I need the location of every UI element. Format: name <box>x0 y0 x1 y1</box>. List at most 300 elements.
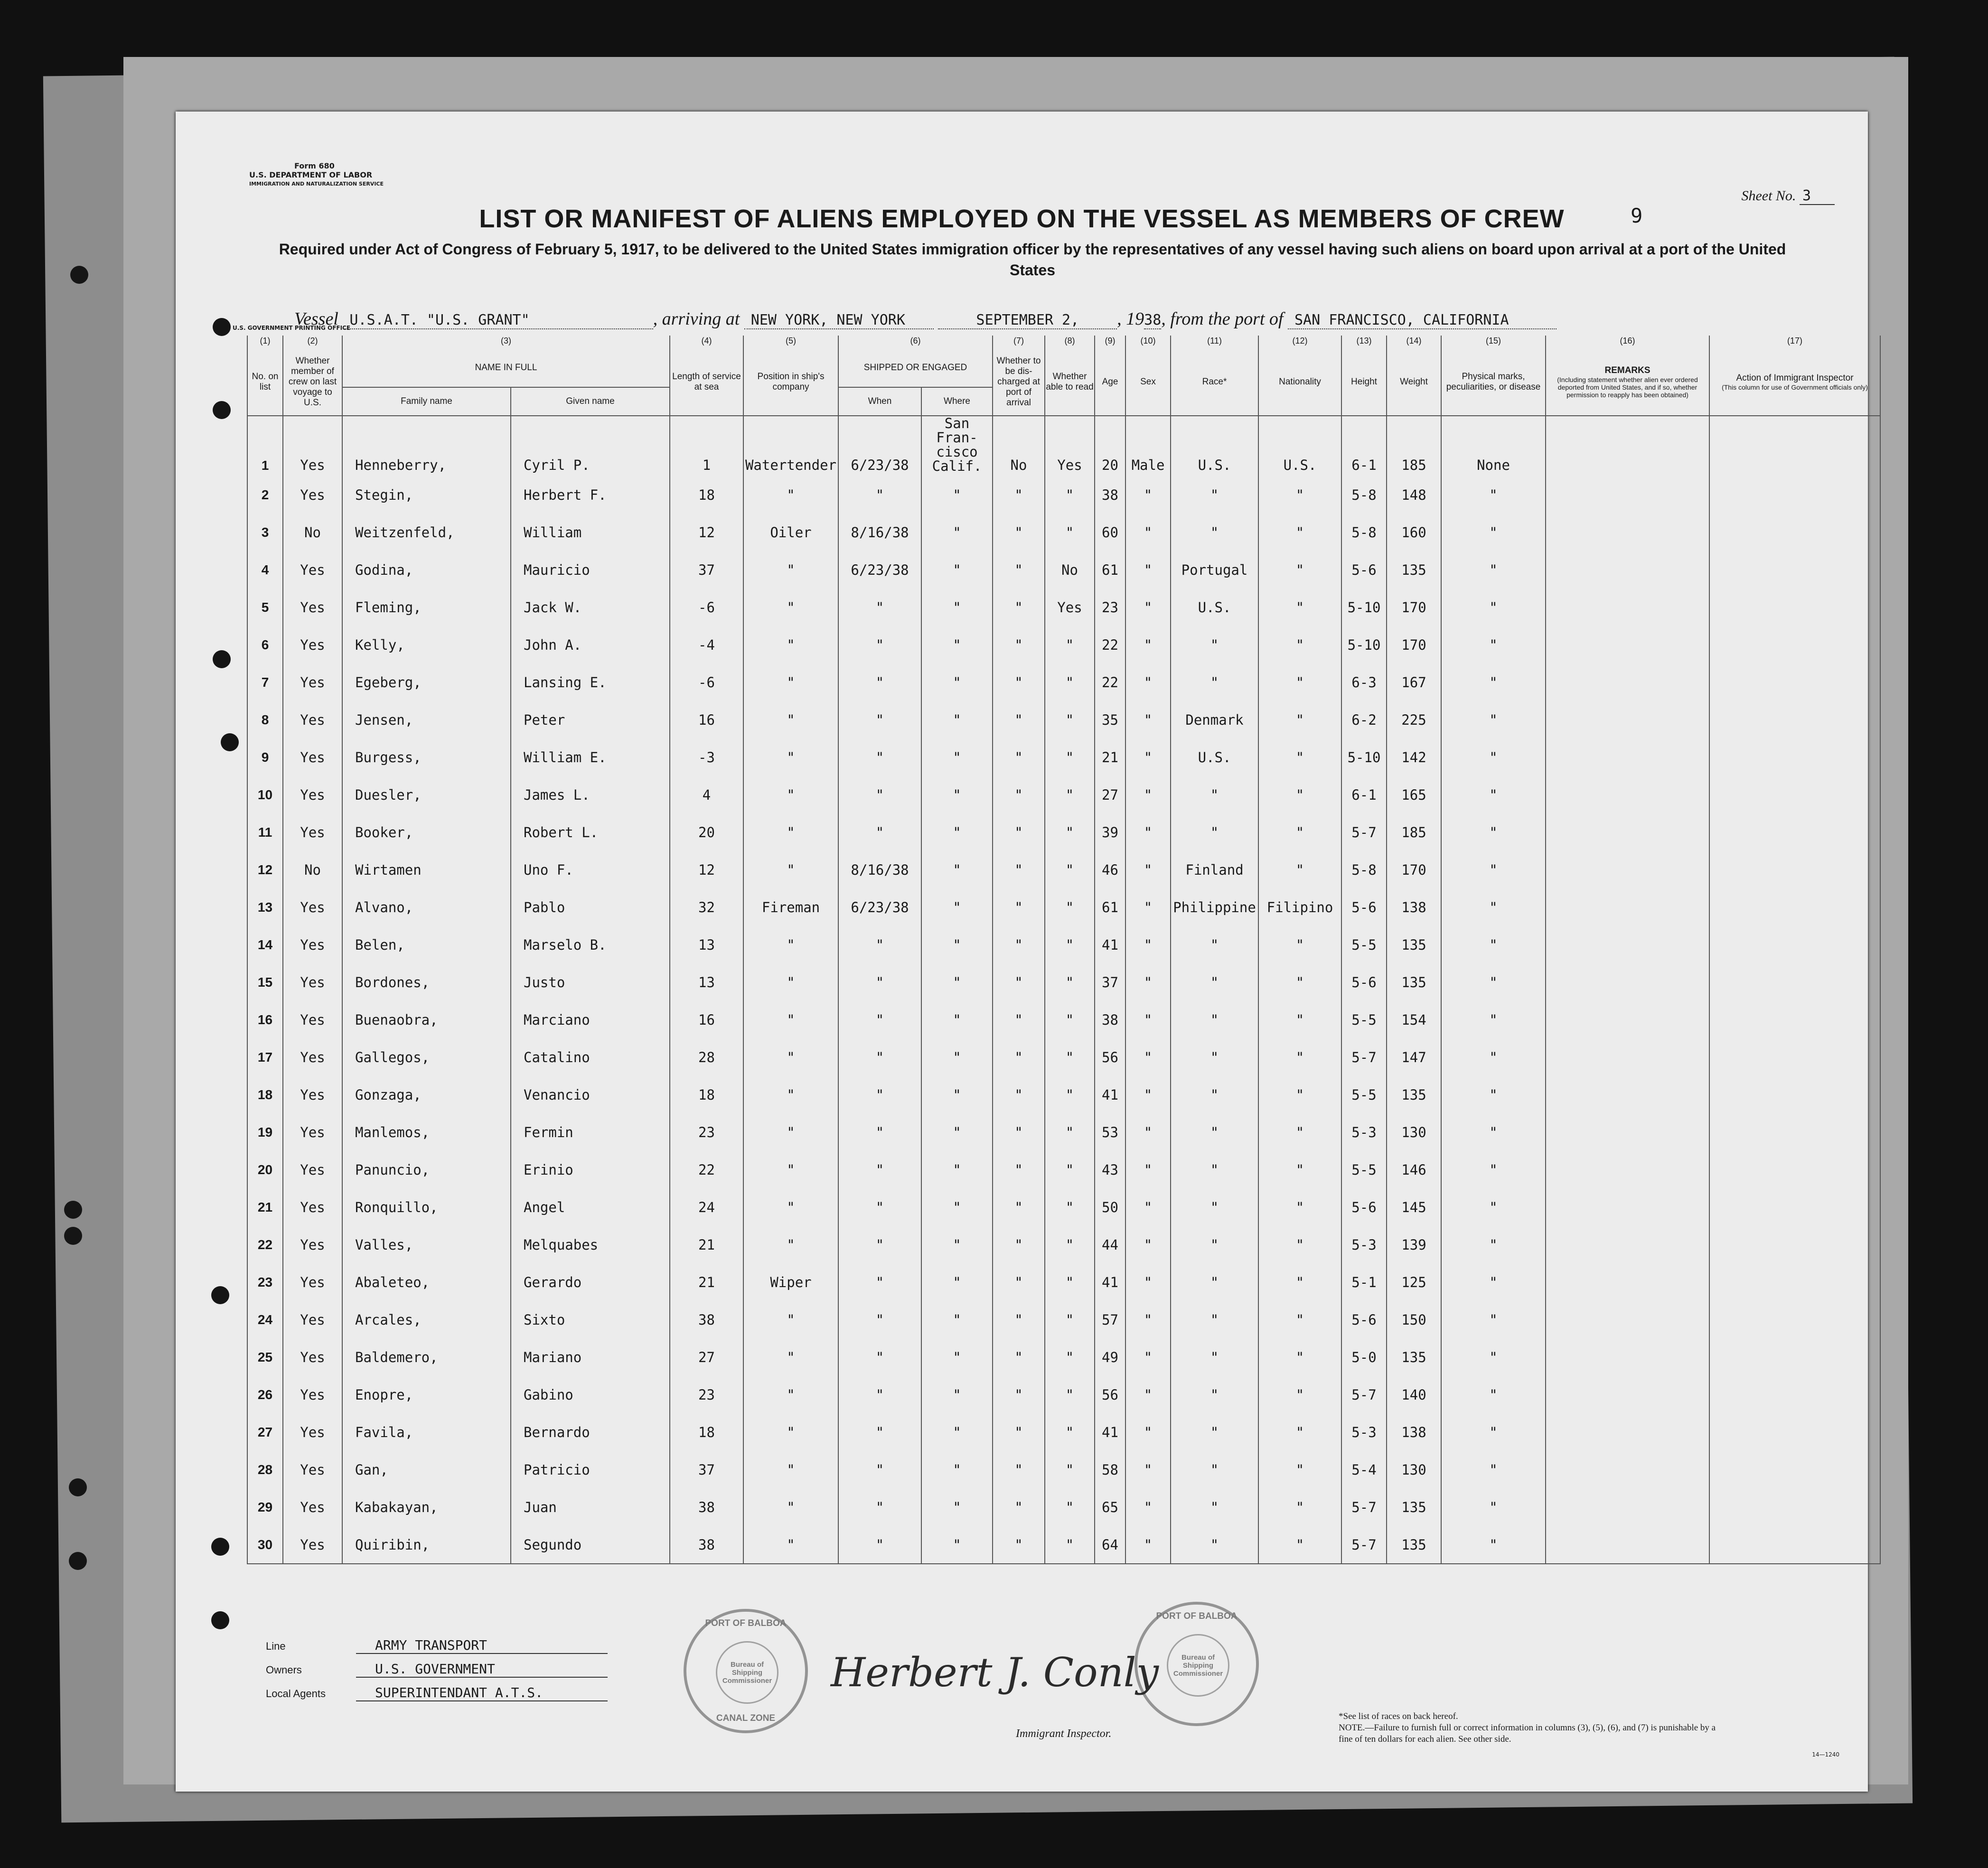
position-cell: " <box>743 1226 838 1263</box>
table-row <box>247 813 1880 851</box>
owners-field <box>266 1661 608 1678</box>
action-cell <box>1709 1038 1880 1076</box>
discharged-cell: " <box>993 626 1045 663</box>
family-name-cell: Baldemero, <box>342 1338 511 1376</box>
able-to-read-cell: " <box>1045 1301 1095 1338</box>
stamp-center-text: Bureau of Shipping Commissioner <box>716 1641 778 1704</box>
shipped-when-cell: " <box>838 1376 921 1413</box>
last-voyage-cell: Yes <box>283 416 342 476</box>
agents-value: SUPERINTENDANT A.T.S. <box>356 1685 608 1701</box>
sex-cell: " <box>1125 1413 1171 1451</box>
given-name-cell: Catalino <box>511 1038 670 1076</box>
discharged-cell: " <box>993 1263 1045 1301</box>
shipped-where-cell: " <box>921 551 993 588</box>
vessel-name: U.S.A.T. "U.S. GRANT" <box>343 312 653 329</box>
last-voyage-cell: Yes <box>283 926 342 963</box>
given-name-cell: Lansing E. <box>511 663 670 701</box>
physical-marks-cell: " <box>1441 588 1546 626</box>
binder-hole <box>64 1201 82 1219</box>
height-cell: 5-7 <box>1341 1376 1387 1413</box>
nationality-cell: " <box>1258 1001 1341 1038</box>
physical-marks-cell: " <box>1441 626 1546 663</box>
stamp-top-text: PORT OF BALBOA <box>1156 1611 1238 1621</box>
weight-cell: 147 <box>1387 1038 1441 1076</box>
family-name-cell: Weitzenfeld, <box>342 514 511 551</box>
header-shipped: SHIPPED OR ENGAGED <box>838 349 993 387</box>
sex-cell: " <box>1125 1526 1171 1564</box>
height-cell: 5-6 <box>1341 963 1387 1001</box>
age-cell: 56 <box>1095 1376 1125 1413</box>
sex-cell: " <box>1125 701 1171 738</box>
shipped-where-cell: " <box>921 1526 993 1564</box>
row-number-cell: 3 <box>247 514 283 551</box>
length-of-service-cell: -4 <box>670 626 743 663</box>
remarks-cell <box>1546 1301 1709 1338</box>
shipped-where-cell: " <box>921 1413 993 1451</box>
sex-cell: " <box>1125 1263 1171 1301</box>
able-to-read-cell: Yes <box>1045 588 1095 626</box>
height-cell: 5-5 <box>1341 1151 1387 1188</box>
shipped-where-cell: " <box>921 626 993 663</box>
able-to-read-cell: " <box>1045 963 1095 1001</box>
race-cell: " <box>1171 476 1258 514</box>
shipped-where-cell: " <box>921 1376 993 1413</box>
height-cell: 5-6 <box>1341 1188 1387 1226</box>
age-cell: 60 <box>1095 514 1125 551</box>
race-cell: " <box>1171 1263 1258 1301</box>
header-able-to-read: Whether able to read <box>1045 349 1095 416</box>
row-number-cell: 12 <box>247 851 283 888</box>
shipped-when-cell: 6/23/38 <box>838 888 921 926</box>
nationality-cell: " <box>1258 1188 1341 1226</box>
weight-cell: 145 <box>1387 1188 1441 1226</box>
inspector-signature: Herbert J. Conly <box>831 1649 1159 1696</box>
row-number-cell: 17 <box>247 1038 283 1076</box>
length-of-service-cell: 28 <box>670 1038 743 1076</box>
row-number-cell: 14 <box>247 926 283 963</box>
last-voyage-cell: Yes <box>283 476 342 514</box>
length-of-service-cell: 23 <box>670 1376 743 1413</box>
given-name-cell: Herbert F. <box>511 476 670 514</box>
shipped-where-cell: " <box>921 1151 993 1188</box>
weight-cell: 185 <box>1387 813 1441 851</box>
remarks-cell <box>1546 1488 1709 1526</box>
family-name-cell: Ronquillo, <box>342 1188 511 1226</box>
weight-cell: 135 <box>1387 963 1441 1001</box>
position-cell: " <box>743 926 838 963</box>
table-row <box>247 1226 1880 1263</box>
age-cell: 38 <box>1095 1001 1125 1038</box>
col-num: (13) <box>1341 336 1387 349</box>
physical-marks-cell: " <box>1441 1413 1546 1451</box>
table-row <box>247 663 1880 701</box>
given-name-cell: Fermin <box>511 1113 670 1151</box>
last-voyage-cell: Yes <box>283 1376 342 1413</box>
table-row <box>247 1413 1880 1451</box>
sex-cell: " <box>1125 1038 1171 1076</box>
length-of-service-cell: 12 <box>670 851 743 888</box>
shipped-where-cell: " <box>921 701 993 738</box>
table-row <box>247 1001 1880 1038</box>
given-name-cell: James L. <box>511 776 670 813</box>
discharged-cell: " <box>993 476 1045 514</box>
row-number-cell: 6 <box>247 626 283 663</box>
remarks-cell <box>1546 476 1709 514</box>
given-name-cell: Marciano <box>511 1001 670 1038</box>
row-number-cell: 28 <box>247 1451 283 1488</box>
physical-marks-cell: " <box>1441 1488 1546 1526</box>
action-cell <box>1709 1376 1880 1413</box>
remarks-cell <box>1546 1076 1709 1113</box>
weight-cell: 138 <box>1387 1413 1441 1451</box>
age-cell: 41 <box>1095 1076 1125 1113</box>
header-given-name: Given name <box>511 387 670 416</box>
position-cell: " <box>743 588 838 626</box>
age-cell: 58 <box>1095 1451 1125 1488</box>
height-cell: 5-10 <box>1341 738 1387 776</box>
age-cell: 23 <box>1095 588 1125 626</box>
table-row <box>247 776 1880 813</box>
given-name-cell: Gerardo <box>511 1263 670 1301</box>
weight-cell: 170 <box>1387 626 1441 663</box>
remarks-cell <box>1546 1226 1709 1263</box>
remarks-cell <box>1546 1413 1709 1451</box>
race-cell: " <box>1171 1226 1258 1263</box>
length-of-service-cell: 12 <box>670 514 743 551</box>
shipped-where-cell: " <box>921 888 993 926</box>
position-cell: " <box>743 813 838 851</box>
remarks-cell <box>1546 1526 1709 1564</box>
discharged-cell: " <box>993 1038 1045 1076</box>
last-voyage-cell: Yes <box>283 663 342 701</box>
position-cell: " <box>743 1076 838 1113</box>
length-of-service-cell: 18 <box>670 1076 743 1113</box>
sheet-value: 3 <box>1800 187 1835 205</box>
row-number-cell: 8 <box>247 701 283 738</box>
position-cell: Wiper <box>743 1263 838 1301</box>
row-number-cell: 24 <box>247 1301 283 1338</box>
page-subtitle: Required under Act of Congress of February 5, 1917, to be delivered to the United States immigration officer by the representatives of any vessel having such aliens on board upon arrival at a port of the United States <box>279 241 1786 279</box>
able-to-read-cell: No <box>1045 551 1095 588</box>
length-of-service-cell: 38 <box>670 1526 743 1564</box>
shipped-where-cell: " <box>921 476 993 514</box>
family-name-cell: Panuncio, <box>342 1151 511 1188</box>
physical-marks-cell: " <box>1441 514 1546 551</box>
column-header-row <box>247 349 1880 387</box>
age-cell: 57 <box>1095 1301 1125 1338</box>
age-cell: 65 <box>1095 1488 1125 1526</box>
given-name-cell: William E. <box>511 738 670 776</box>
remarks-cell <box>1546 663 1709 701</box>
weight-cell: 160 <box>1387 514 1441 551</box>
discharged-cell: " <box>993 1451 1045 1488</box>
action-cell <box>1709 1451 1880 1488</box>
discharged-cell: " <box>993 551 1045 588</box>
vessel-label: Vessel <box>294 309 338 329</box>
able-to-read-cell: Yes <box>1045 416 1095 476</box>
length-of-service-cell: 38 <box>670 1488 743 1526</box>
row-number-cell: 9 <box>247 738 283 776</box>
given-name-cell: Sixto <box>511 1301 670 1338</box>
nationality-cell: " <box>1258 1526 1341 1564</box>
shipped-where-cell: " <box>921 963 993 1001</box>
action-cell <box>1709 1188 1880 1226</box>
length-of-service-cell: 32 <box>670 888 743 926</box>
height-cell: 5-4 <box>1341 1451 1387 1488</box>
nationality-cell: " <box>1258 1076 1341 1113</box>
shipped-when-cell: " <box>838 701 921 738</box>
row-number-cell: 1 <box>247 416 283 476</box>
shipped-when-cell: " <box>838 1451 921 1488</box>
family-name-cell: Burgess, <box>342 738 511 776</box>
age-cell: 21 <box>1095 738 1125 776</box>
given-name-cell: Gabino <box>511 1376 670 1413</box>
col-num: (6) <box>838 336 993 349</box>
discharged-cell: " <box>993 963 1045 1001</box>
action-cell <box>1709 1526 1880 1564</box>
nationality-cell: " <box>1258 926 1341 963</box>
row-number-cell: 2 <box>247 476 283 514</box>
position-cell: Fireman <box>743 888 838 926</box>
shipped-where-cell: " <box>921 1188 993 1226</box>
age-cell: 41 <box>1095 1263 1125 1301</box>
table-row <box>247 476 1880 514</box>
height-cell: 5-8 <box>1341 476 1387 514</box>
able-to-read-cell: " <box>1045 776 1095 813</box>
race-cell: " <box>1171 926 1258 963</box>
table-row <box>247 626 1880 663</box>
col-num: (10) <box>1125 336 1171 349</box>
nationality-cell: " <box>1258 551 1341 588</box>
header-race: Race* <box>1171 349 1258 416</box>
departure-port: SAN FRANCISCO, CALIFORNIA <box>1288 312 1557 329</box>
given-name-cell: Uno F. <box>511 851 670 888</box>
discharged-cell: " <box>993 1188 1045 1226</box>
remarks-cell <box>1546 1451 1709 1488</box>
last-voyage-cell: Yes <box>283 1301 342 1338</box>
height-cell: 6-3 <box>1341 663 1387 701</box>
race-cell: U.S. <box>1171 416 1258 476</box>
able-to-read-cell: " <box>1045 1188 1095 1226</box>
weight-cell: 138 <box>1387 888 1441 926</box>
sex-cell: " <box>1125 1151 1171 1188</box>
race-cell: " <box>1171 1151 1258 1188</box>
weight-cell: 142 <box>1387 738 1441 776</box>
height-cell: 5-3 <box>1341 1413 1387 1451</box>
weight-cell: 139 <box>1387 1226 1441 1263</box>
physical-marks-cell: " <box>1441 476 1546 514</box>
row-number-cell: 22 <box>247 1226 283 1263</box>
able-to-read-cell: " <box>1045 1226 1095 1263</box>
from-label: , from the port of <box>1161 309 1284 329</box>
nationality-cell: " <box>1258 738 1341 776</box>
physical-marks-cell: " <box>1441 1151 1546 1188</box>
given-name-cell: Patricio <box>511 1451 670 1488</box>
age-cell: 46 <box>1095 851 1125 888</box>
given-name-cell: Jack W. <box>511 588 670 626</box>
remarks-cell <box>1546 551 1709 588</box>
action-cell <box>1709 1301 1880 1338</box>
position-cell: " <box>743 1188 838 1226</box>
age-cell: 50 <box>1095 1188 1125 1226</box>
remarks-cell <box>1546 926 1709 963</box>
length-of-service-cell: 16 <box>670 701 743 738</box>
crew-table <box>247 336 1881 1564</box>
action-cell <box>1709 776 1880 813</box>
sex-cell: " <box>1125 1226 1171 1263</box>
height-cell: 5-0 <box>1341 1338 1387 1376</box>
physical-marks-cell: " <box>1441 551 1546 588</box>
able-to-read-cell: " <box>1045 813 1095 851</box>
age-cell: 38 <box>1095 476 1125 514</box>
header-where: Where <box>921 387 993 416</box>
nationality-cell: " <box>1258 1226 1341 1263</box>
last-voyage-cell: Yes <box>283 1413 342 1451</box>
col-num: (4) <box>670 336 743 349</box>
header-last-voyage: Whether member of crew on last voyage to U.S. <box>283 349 342 416</box>
table-row <box>247 1263 1880 1301</box>
sex-cell: " <box>1125 888 1171 926</box>
able-to-read-cell: " <box>1045 851 1095 888</box>
able-to-read-cell: " <box>1045 476 1095 514</box>
row-number-cell: 26 <box>247 1376 283 1413</box>
remarks-cell <box>1546 626 1709 663</box>
family-name-cell: Gonzaga, <box>342 1076 511 1113</box>
nationality-cell: " <box>1258 588 1341 626</box>
arrival-date: SEPTEMBER 2, <box>938 312 1117 329</box>
race-cell: " <box>1171 663 1258 701</box>
position-cell: " <box>743 1151 838 1188</box>
position-cell: " <box>743 663 838 701</box>
weight-cell: 135 <box>1387 551 1441 588</box>
remarks-cell <box>1546 1376 1709 1413</box>
given-name-cell: Juan <box>511 1488 670 1526</box>
sex-cell: " <box>1125 1488 1171 1526</box>
row-number-cell: 20 <box>247 1151 283 1188</box>
row-number-cell: 19 <box>247 1113 283 1151</box>
row-number-cell: 15 <box>247 963 283 1001</box>
race-cell: " <box>1171 1038 1258 1076</box>
agents-field <box>266 1685 608 1701</box>
sex-cell: " <box>1125 1076 1171 1113</box>
manifest-page <box>176 112 1868 1792</box>
action-cell <box>1709 963 1880 1001</box>
sex-cell: " <box>1125 738 1171 776</box>
physical-marks-cell: " <box>1441 1188 1546 1226</box>
shipped-when-cell: " <box>838 1076 921 1113</box>
discharged-cell: " <box>993 851 1045 888</box>
sex-cell: " <box>1125 1376 1171 1413</box>
position-cell: " <box>743 738 838 776</box>
line-label: Line <box>266 1640 286 1652</box>
able-to-read-cell: " <box>1045 1076 1095 1113</box>
height-cell: 5-7 <box>1341 813 1387 851</box>
arrival-year: 38 <box>1144 312 1162 328</box>
weight-cell: 135 <box>1387 1076 1441 1113</box>
height-cell: 6-1 <box>1341 416 1387 476</box>
age-cell: 41 <box>1095 926 1125 963</box>
position-cell: " <box>743 1376 838 1413</box>
discharged-cell: " <box>993 588 1045 626</box>
table-row <box>247 1076 1880 1113</box>
table-row <box>247 926 1880 963</box>
sex-cell: " <box>1125 1301 1171 1338</box>
header-no-on-list: No. on list <box>247 349 283 416</box>
length-of-service-cell: -6 <box>670 588 743 626</box>
shipped-when-cell: " <box>838 738 921 776</box>
last-voyage-cell: Yes <box>283 1188 342 1226</box>
age-cell: 22 <box>1095 626 1125 663</box>
action-cell <box>1709 626 1880 663</box>
nationality-cell: " <box>1258 1038 1341 1076</box>
length-of-service-cell: 18 <box>670 476 743 514</box>
last-voyage-cell: Yes <box>283 1113 342 1151</box>
length-of-service-cell: 37 <box>670 551 743 588</box>
header-weight: Weight <box>1387 349 1441 416</box>
discharged-cell: " <box>993 1113 1045 1151</box>
discharged-cell: " <box>993 1338 1045 1376</box>
age-cell: 22 <box>1095 663 1125 701</box>
table-row <box>247 588 1880 626</box>
row-number-cell: 16 <box>247 1001 283 1038</box>
age-cell: 49 <box>1095 1338 1125 1376</box>
position-cell: Oiler <box>743 514 838 551</box>
action-cell <box>1709 551 1880 588</box>
col-num: (1) <box>247 336 283 349</box>
height-cell: 5-5 <box>1341 1001 1387 1038</box>
race-cell: Philippine <box>1171 888 1258 926</box>
last-voyage-cell: Yes <box>283 1488 342 1526</box>
nationality-cell: " <box>1258 1376 1341 1413</box>
family-name-cell: Gallegos, <box>342 1038 511 1076</box>
family-name-cell: Duesler, <box>342 776 511 813</box>
race-cell: " <box>1171 1376 1258 1413</box>
col-num: (12) <box>1258 336 1341 349</box>
col-num: (15) <box>1441 336 1546 349</box>
race-cell: " <box>1171 776 1258 813</box>
length-of-service-cell: 22 <box>670 1151 743 1188</box>
nationality-cell: " <box>1258 1488 1341 1526</box>
race-cell: " <box>1171 514 1258 551</box>
binder-hole <box>70 266 88 284</box>
given-name-cell: Mariano <box>511 1338 670 1376</box>
action-cell <box>1709 1076 1880 1113</box>
shipped-where-cell: " <box>921 776 993 813</box>
height-cell: 5-7 <box>1341 1488 1387 1526</box>
weight-cell: 135 <box>1387 1488 1441 1526</box>
shipped-when-cell: " <box>838 1151 921 1188</box>
last-voyage-cell: Yes <box>283 888 342 926</box>
length-of-service-cell: -6 <box>670 663 743 701</box>
physical-marks-cell: " <box>1441 1263 1546 1301</box>
shipped-where-cell: " <box>921 1038 993 1076</box>
shipped-where-cell: " <box>921 663 993 701</box>
family-name-cell: Jensen, <box>342 701 511 738</box>
height-cell: 5-5 <box>1341 926 1387 963</box>
table-row <box>247 1113 1880 1151</box>
agents-label: Local Agents <box>266 1688 326 1700</box>
action-cell <box>1709 1263 1880 1301</box>
header-family-name: Family name <box>342 387 511 416</box>
position-cell: " <box>743 701 838 738</box>
weight-cell: 130 <box>1387 1113 1441 1151</box>
remarks-cell <box>1546 1338 1709 1376</box>
table-row <box>247 1376 1880 1413</box>
length-of-service-cell: 38 <box>670 1301 743 1338</box>
shipped-where-cell: " <box>921 851 993 888</box>
weight-cell: 185 <box>1387 416 1441 476</box>
remarks-cell <box>1546 1001 1709 1038</box>
